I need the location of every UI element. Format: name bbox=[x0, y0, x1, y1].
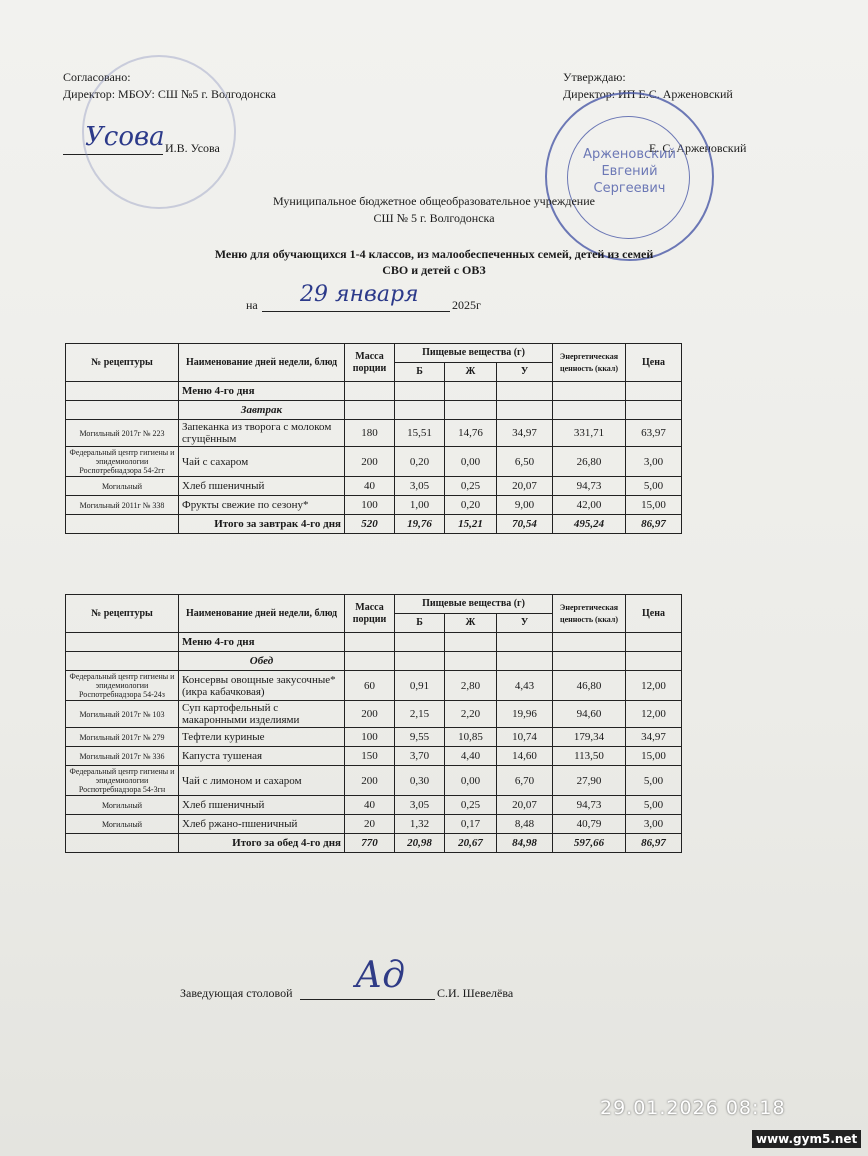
breakfast-table bbox=[65, 343, 682, 534]
lunch-cell-name: Тефтели куриные bbox=[179, 728, 345, 747]
agreed-label: Согласовано: bbox=[63, 70, 131, 84]
title-line-2: СВО и детей с ОВЗ bbox=[382, 263, 486, 277]
col-b: Б bbox=[395, 614, 445, 633]
col-recipe: № рецептуры bbox=[66, 344, 179, 382]
breakfast-total-label: Итого за завтрак 4-го дня bbox=[179, 515, 345, 534]
lunch-cell-price: 15,00 bbox=[626, 747, 682, 766]
footer-label: Заведующая столовой bbox=[180, 986, 293, 1000]
lunch-cell-name: Хлеб ржано-пшеничный bbox=[179, 815, 345, 834]
lunch-cell-zh: 0,17 bbox=[445, 815, 497, 834]
breakfast-cell-u: 9,00 bbox=[497, 496, 553, 515]
lunch-cell-name: Консервы овощные закусочные* (икра кабачковая) bbox=[179, 671, 345, 701]
lunch-cell-u: 4,43 bbox=[497, 671, 553, 701]
col-zh: Ж bbox=[445, 614, 497, 633]
lunch-cell-price: 5,00 bbox=[626, 766, 682, 796]
lunch-total-price: 86,97 bbox=[626, 834, 682, 853]
breakfast-cell-name: Чай с сахаром bbox=[179, 447, 345, 477]
lunch-cell-mass: 200 bbox=[345, 701, 395, 728]
agreed-signature: Усова bbox=[85, 122, 165, 152]
lunch-cell-zh: 10,85 bbox=[445, 728, 497, 747]
lunch-cell-u: 10,74 bbox=[497, 728, 553, 747]
breakfast-total-mass: 520 bbox=[345, 515, 395, 534]
breakfast-cell-u: 20,07 bbox=[497, 477, 553, 496]
breakfast-total-energy: 495,24 bbox=[553, 515, 626, 534]
breakfast-cell-energy: 26,80 bbox=[553, 447, 626, 477]
lunch-cell-b: 1,32 bbox=[395, 815, 445, 834]
lunch-cell-recipe: Могильный bbox=[66, 815, 179, 834]
breakfast-cell-mass: 40 bbox=[345, 477, 395, 496]
agreed-signer: И.В. Усова bbox=[165, 141, 220, 155]
col-u: У bbox=[497, 363, 553, 382]
col-name: Наименование дней недели, блюд bbox=[179, 595, 345, 633]
breakfast-total-price: 86,97 bbox=[626, 515, 682, 534]
right-seal bbox=[545, 92, 714, 261]
lunch-cell-u: 14,60 bbox=[497, 747, 553, 766]
left-seal bbox=[82, 55, 236, 209]
breakfast-cell-mass: 180 bbox=[345, 420, 395, 447]
lunch-cell-b: 0,91 bbox=[395, 671, 445, 701]
lunch-cell-mass: 40 bbox=[345, 796, 395, 815]
date-prefix: на bbox=[246, 298, 258, 312]
breakfast-day: Меню 4-го дня bbox=[179, 382, 345, 401]
breakfast-cell-energy: 331,71 bbox=[553, 420, 626, 447]
approved-label: Утверждаю: bbox=[563, 70, 626, 84]
breakfast-cell-u: 6,50 bbox=[497, 447, 553, 477]
lunch-cell-zh: 4,40 bbox=[445, 747, 497, 766]
lunch-cell-zh: 2,80 bbox=[445, 671, 497, 701]
breakfast-cell-zh: 14,76 bbox=[445, 420, 497, 447]
approved-role: Директор: ИП Е.С. Арженовский bbox=[563, 87, 733, 101]
lunch-cell-energy: 27,90 bbox=[553, 766, 626, 796]
lunch-cell-u: 19,96 bbox=[497, 701, 553, 728]
breakfast-cell-recipe: Могильный 2017г № 223 bbox=[66, 420, 179, 447]
breakfast-total-row bbox=[66, 515, 682, 534]
date-suffix: 2025г bbox=[452, 298, 481, 312]
lunch-cell-energy: 94,73 bbox=[553, 796, 626, 815]
org-line-1: Муниципальное бюджетное общеобразовательное учреждение bbox=[273, 194, 595, 208]
lunch-cell-recipe: Могильный 2017г № 336 bbox=[66, 747, 179, 766]
lunch-row bbox=[66, 671, 682, 701]
lunch-cell-b: 9,55 bbox=[395, 728, 445, 747]
lunch-total-energy: 597,66 bbox=[553, 834, 626, 853]
date-handwritten: 29 января bbox=[300, 282, 419, 307]
breakfast-cell-price: 5,00 bbox=[626, 477, 682, 496]
breakfast-cell-name: Фрукты свежие по сезону* bbox=[179, 496, 345, 515]
lunch-total-b: 20,98 bbox=[395, 834, 445, 853]
agreed-role: Директор: МБОУ: СШ №5 г. Волгодонска bbox=[63, 87, 276, 101]
footer-signature: Ад bbox=[355, 955, 406, 996]
lunch-row bbox=[66, 815, 682, 834]
lunch-cell-mass: 150 bbox=[345, 747, 395, 766]
breakfast-cell-price: 3,00 bbox=[626, 447, 682, 477]
lunch-cell-price: 3,00 bbox=[626, 815, 682, 834]
lunch-cell-energy: 46,80 bbox=[553, 671, 626, 701]
footer-name: С.И. Шевелёва bbox=[437, 986, 514, 1000]
col-b: Б bbox=[395, 363, 445, 382]
approved-signer: Е. С. Арженовский bbox=[649, 141, 747, 155]
lunch-cell-zh: 0,25 bbox=[445, 796, 497, 815]
breakfast-cell-mass: 200 bbox=[345, 447, 395, 477]
breakfast-cell-price: 63,97 bbox=[626, 420, 682, 447]
breakfast-cell-energy: 94,73 bbox=[553, 477, 626, 496]
lunch-cell-price: 5,00 bbox=[626, 796, 682, 815]
breakfast-cell-recipe: Могильный bbox=[66, 477, 179, 496]
col-price: Цена bbox=[626, 595, 682, 633]
lunch-row bbox=[66, 766, 682, 796]
breakfast-total-b: 19,76 bbox=[395, 515, 445, 534]
col-mass: Масса порции bbox=[345, 344, 395, 382]
breakfast-meal: Завтрак bbox=[179, 401, 345, 420]
lunch-total-label: Итого за обед 4-го дня bbox=[179, 834, 345, 853]
breakfast-cell-name: Запеканка из творога с молоком сгущённым bbox=[179, 420, 345, 447]
lunch-cell-energy: 40,79 bbox=[553, 815, 626, 834]
breakfast-cell-b: 15,51 bbox=[395, 420, 445, 447]
lunch-cell-price: 12,00 bbox=[626, 701, 682, 728]
breakfast-cell-recipe: Могильный 2011г № 338 bbox=[66, 496, 179, 515]
lunch-cell-u: 20,07 bbox=[497, 796, 553, 815]
lunch-cell-price: 34,97 bbox=[626, 728, 682, 747]
lunch-day: Меню 4-го дня bbox=[179, 633, 345, 652]
breakfast-cell-b: 1,00 bbox=[395, 496, 445, 515]
lunch-row bbox=[66, 796, 682, 815]
breakfast-cell-recipe: Федеральный центр гигиены и эпидемиологии Роспотребнадзора 54-2гг bbox=[66, 447, 179, 477]
breakfast-row bbox=[66, 447, 682, 477]
breakfast-row bbox=[66, 477, 682, 496]
lunch-row bbox=[66, 701, 682, 728]
lunch-cell-b: 0,30 bbox=[395, 766, 445, 796]
seal-line-1: Арженовский bbox=[583, 147, 676, 162]
breakfast-total-zh: 15,21 bbox=[445, 515, 497, 534]
lunch-cell-zh: 2,20 bbox=[445, 701, 497, 728]
breakfast-cell-u: 34,97 bbox=[497, 420, 553, 447]
breakfast-cell-b: 3,05 bbox=[395, 477, 445, 496]
col-energy: Энергетическая ценность (ккал) bbox=[553, 595, 626, 633]
lunch-cell-recipe: Могильный 2017г № 103 bbox=[66, 701, 179, 728]
title-line-1: Меню для обучающихся 1-4 классов, из малообеспеченных семей, детей из семей bbox=[214, 247, 654, 261]
photo-timestamp: 29.01.2026 08:18 bbox=[600, 1097, 786, 1119]
lunch-cell-mass: 100 bbox=[345, 728, 395, 747]
breakfast-cell-price: 15,00 bbox=[626, 496, 682, 515]
lunch-cell-u: 6,70 bbox=[497, 766, 553, 796]
breakfast-cell-energy: 42,00 bbox=[553, 496, 626, 515]
lunch-cell-b: 2,15 bbox=[395, 701, 445, 728]
lunch-table bbox=[65, 594, 682, 853]
lunch-cell-mass: 20 bbox=[345, 815, 395, 834]
breakfast-cell-zh: 0,00 bbox=[445, 447, 497, 477]
lunch-cell-mass: 200 bbox=[345, 766, 395, 796]
lunch-cell-recipe: Могильный 2017г № 279 bbox=[66, 728, 179, 747]
org-line-2: СШ № 5 г. Волгодонска bbox=[373, 211, 495, 225]
lunch-cell-mass: 60 bbox=[345, 671, 395, 701]
col-energy: Энергетическая ценность (ккал) bbox=[553, 344, 626, 382]
lunch-cell-name: Хлеб пшеничный bbox=[179, 796, 345, 815]
breakfast-row bbox=[66, 496, 682, 515]
lunch-total-u: 84,98 bbox=[497, 834, 553, 853]
lunch-cell-u: 8,48 bbox=[497, 815, 553, 834]
col-zh: Ж bbox=[445, 363, 497, 382]
lunch-cell-energy: 113,50 bbox=[553, 747, 626, 766]
lunch-cell-b: 3,70 bbox=[395, 747, 445, 766]
breakfast-cell-zh: 0,25 bbox=[445, 477, 497, 496]
col-u: У bbox=[497, 614, 553, 633]
lunch-cell-zh: 0,00 bbox=[445, 766, 497, 796]
col-name: Наименование дней недели, блюд bbox=[179, 344, 345, 382]
lunch-cell-energy: 94,60 bbox=[553, 701, 626, 728]
breakfast-rows bbox=[66, 420, 682, 515]
lunch-cell-price: 12,00 bbox=[626, 671, 682, 701]
watermark: www.gym5.net bbox=[752, 1130, 861, 1148]
col-recipe: № рецептуры bbox=[66, 595, 179, 633]
breakfast-cell-mass: 100 bbox=[345, 496, 395, 515]
lunch-meal: Обед bbox=[179, 652, 345, 671]
breakfast-cell-name: Хлеб пшеничный bbox=[179, 477, 345, 496]
col-price: Цена bbox=[626, 344, 682, 382]
col-nutrients: Пищевые вещества (г) bbox=[395, 344, 553, 363]
seal-line-3: Сергеевич bbox=[593, 181, 666, 196]
lunch-row bbox=[66, 747, 682, 766]
lunch-total-zh: 20,67 bbox=[445, 834, 497, 853]
lunch-cell-name: Чай с лимоном и сахаром bbox=[179, 766, 345, 796]
lunch-cell-energy: 179,34 bbox=[553, 728, 626, 747]
lunch-cell-b: 3,05 bbox=[395, 796, 445, 815]
lunch-rows bbox=[66, 671, 682, 834]
lunch-total-row bbox=[66, 834, 682, 853]
breakfast-cell-b: 0,20 bbox=[395, 447, 445, 477]
breakfast-cell-zh: 0,20 bbox=[445, 496, 497, 515]
lunch-cell-name: Суп картофельный с макаронными изделиями bbox=[179, 701, 345, 728]
seal-line-2: Евгений bbox=[601, 164, 658, 179]
col-mass: Масса порции bbox=[345, 595, 395, 633]
lunch-cell-recipe: Федеральный центр гигиены и эпидемиологии Роспотребнадзора 54-24з bbox=[66, 671, 179, 701]
breakfast-total-u: 70,54 bbox=[497, 515, 553, 534]
lunch-cell-recipe: Могильный bbox=[66, 796, 179, 815]
lunch-cell-name: Капуста тушеная bbox=[179, 747, 345, 766]
col-nutrients: Пищевые вещества (г) bbox=[395, 595, 553, 614]
lunch-row bbox=[66, 728, 682, 747]
breakfast-row bbox=[66, 420, 682, 447]
lunch-cell-recipe: Федеральный центр гигиены и эпидемиологии Роспотребнадзора 54-3гн bbox=[66, 766, 179, 796]
lunch-total-mass: 770 bbox=[345, 834, 395, 853]
